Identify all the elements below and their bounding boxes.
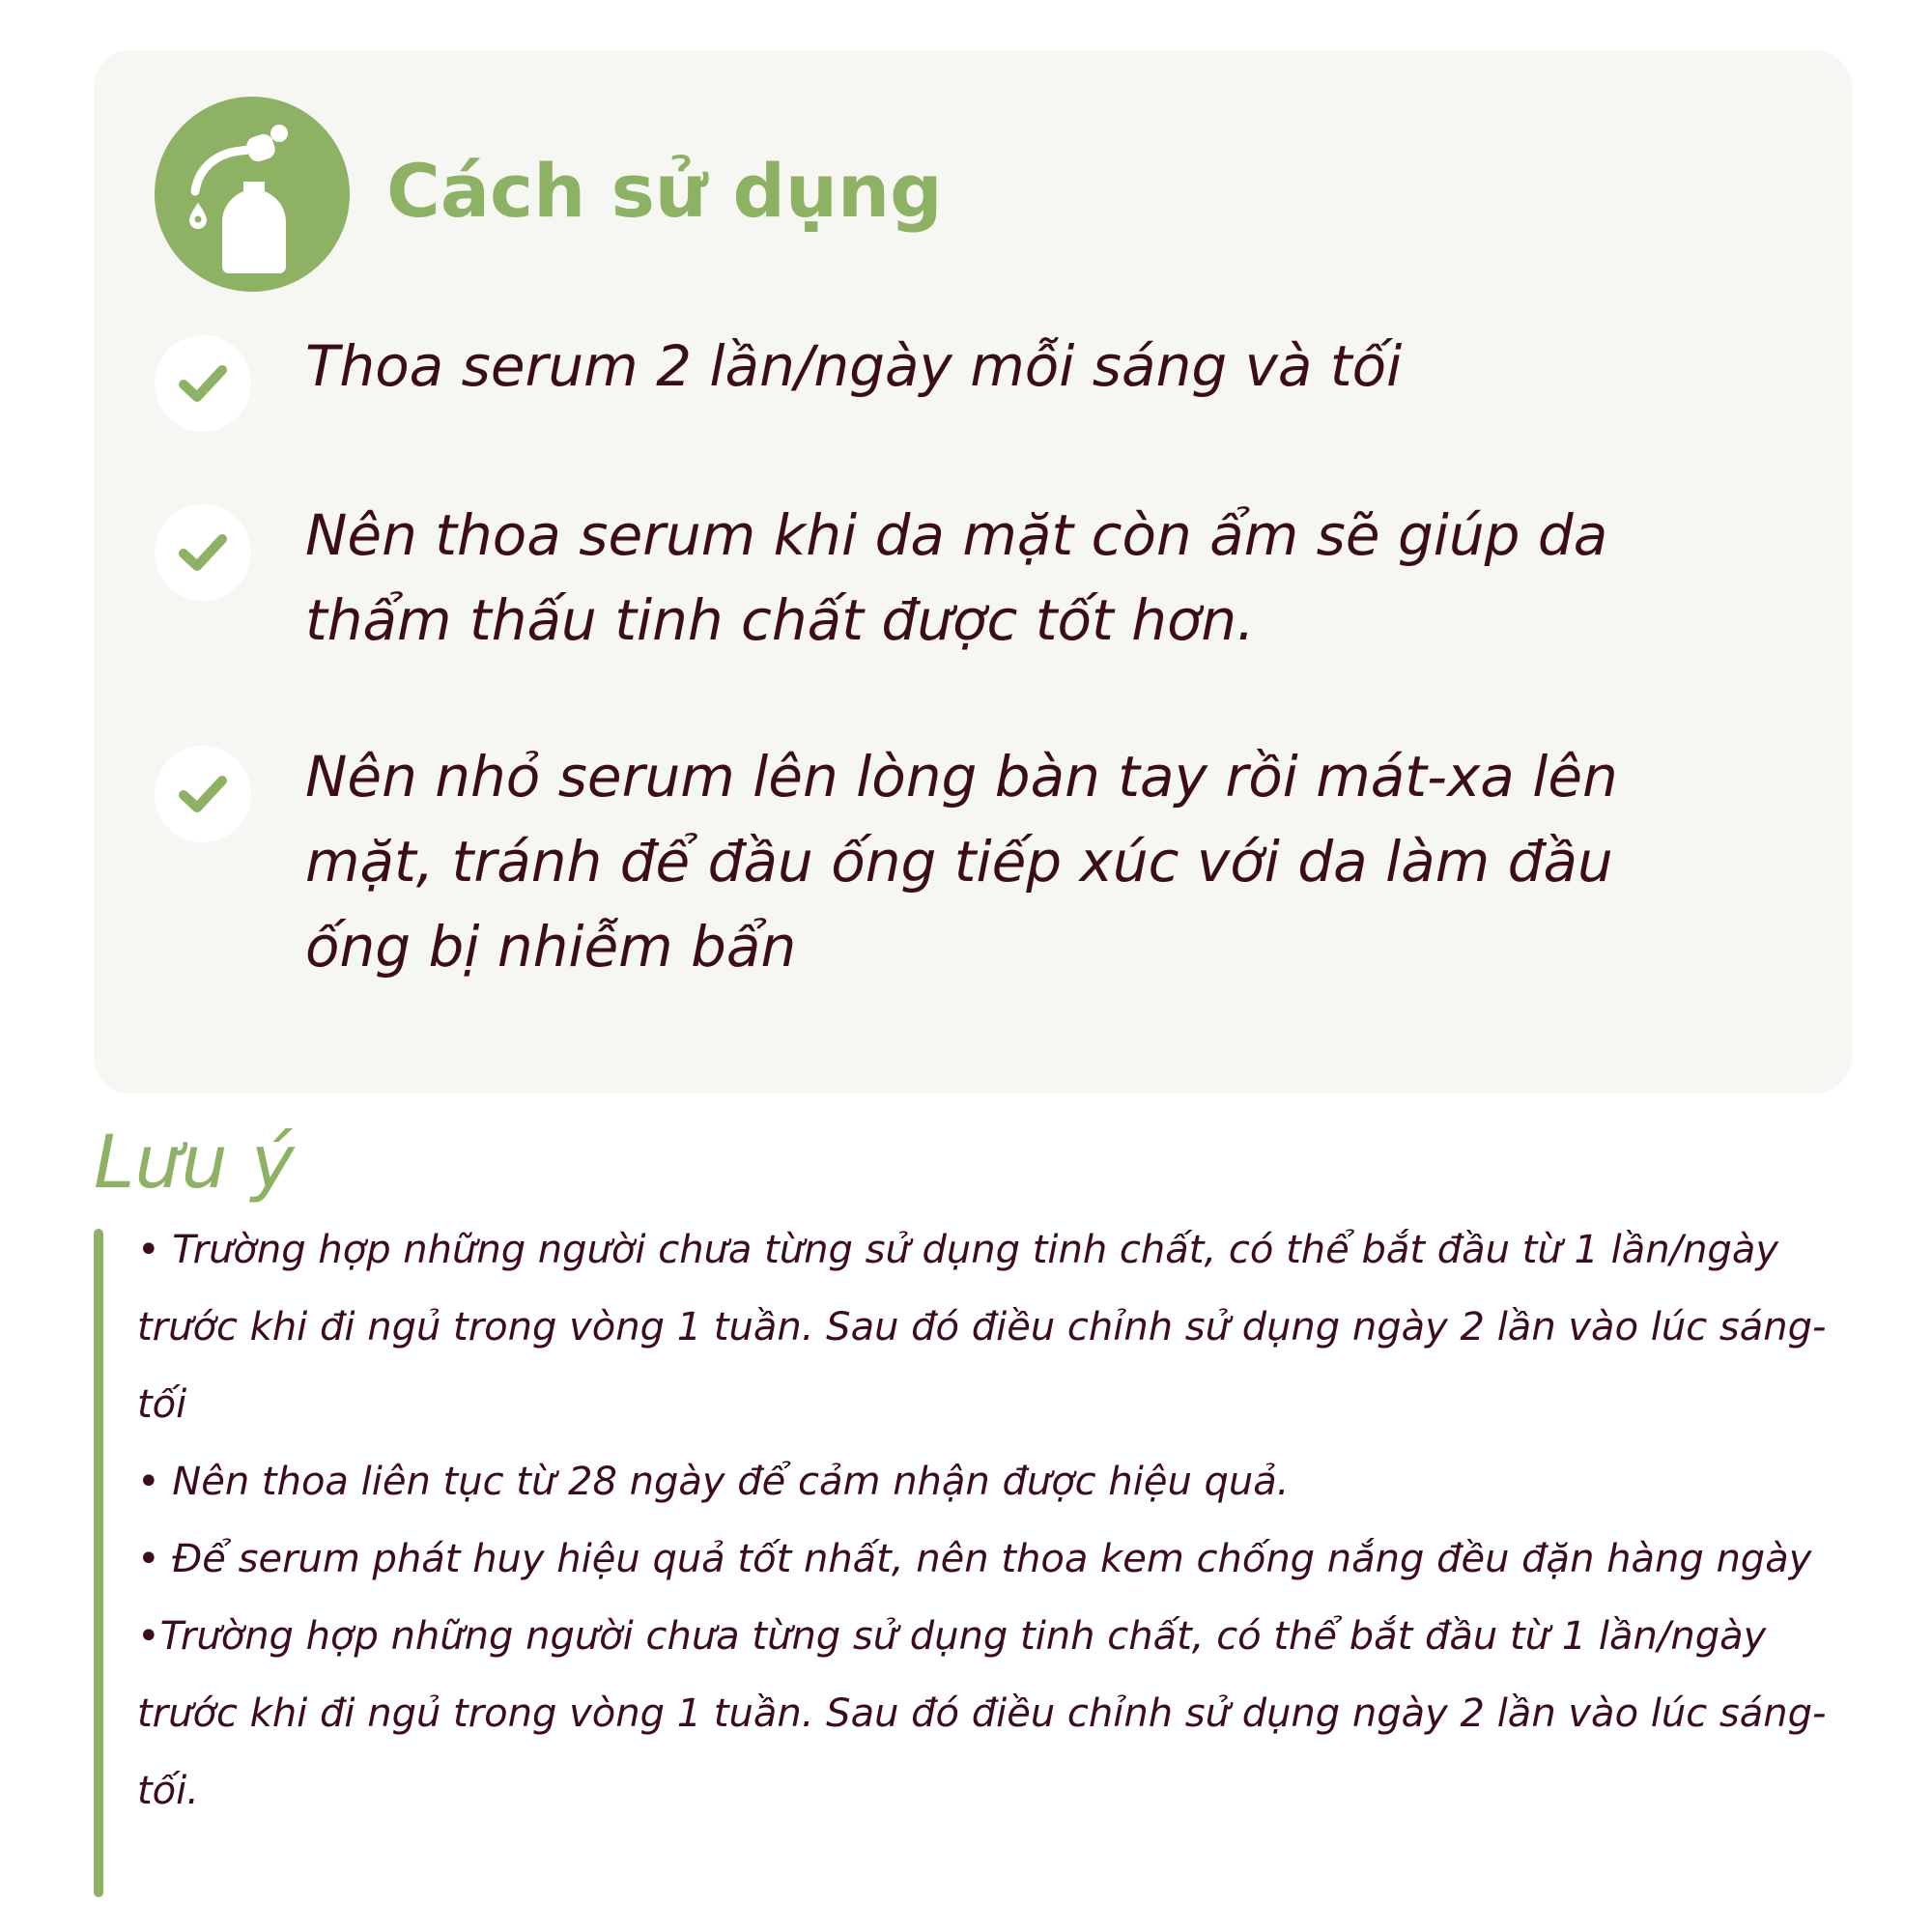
note-item: • Trường hợp những người chưa từng sử dụng tinh chất, có thể bắt đầu từ 1 lần/ngày trước khi đi ngủ trong vòng 1 tuần. Sau đó điều chỉnh sử dụng ngày 2 lần vào lúc sáng-tối: [137, 1228, 1827, 1427]
usage-step-text: Thoa serum 2 lần/ngày mỗi sáng và tối: [305, 333, 1403, 399]
usage-title: Cách sử dụng: [386, 148, 943, 234]
notes-list: [137, 1211, 1866, 1830]
note-item: •Trường hợp những người chưa từng sử dụng tinh chất, có thể bắt đầu từ 1 lần/ngày trước khi đi ngủ trong vòng 1 tuần. Sau đó điều chỉnh sử dụng ngày 2 lần vào lúc sáng-tối.: [137, 1614, 1827, 1813]
note-item: • Nên thoa liên tục từ 28 ngày để cảm nhận được hiệu quả.: [137, 1460, 1290, 1504]
usage-card: [94, 50, 1852, 1094]
note-item: • Để serum phát huy hiệu quả tốt nhất, nên thoa kem chống nắng đều đặn hàng ngày: [137, 1537, 1812, 1581]
notes-accent-bar: [94, 1229, 103, 1897]
usage-step-text: Nên thoa serum khi da mặt còn ẩm sẽ giúp da thẩm thấu tinh chất được tốt hơn.: [305, 502, 1608, 653]
usage-step-text: Nên nhỏ serum lên lòng bàn tay rồi mát-xa lên mặt, tránh để đầu ống tiếp xúc với da làm đầu ống bị nhiễm bẩn: [305, 744, 1618, 980]
checkmark-icon: [155, 746, 251, 842]
notes-heading: Lưu ý: [94, 1119, 295, 1205]
checkmark-icon: [155, 335, 251, 432]
serum-dropper-bottle-icon: [155, 97, 350, 292]
checkmark-icon: [155, 504, 251, 601]
